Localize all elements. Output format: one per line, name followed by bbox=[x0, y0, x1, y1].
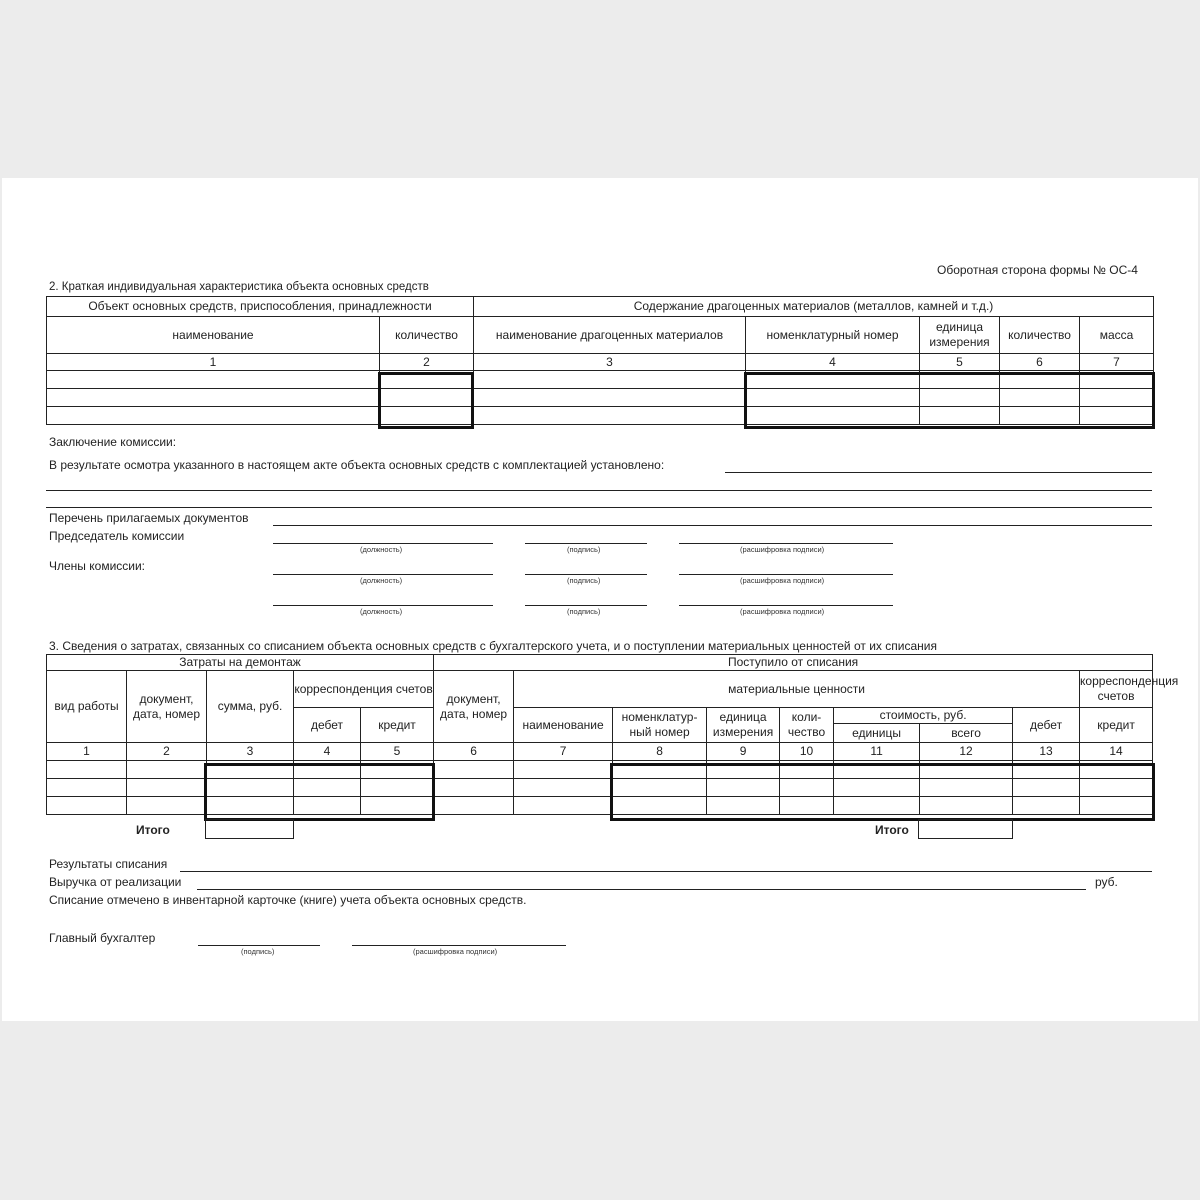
hint-signature: (подпись) bbox=[567, 545, 601, 554]
s3-cell[interactable] bbox=[361, 779, 434, 797]
s2-cell[interactable] bbox=[920, 371, 1000, 389]
s3-cell[interactable] bbox=[514, 761, 613, 779]
s3-col-cost-unit: единицы bbox=[834, 724, 920, 743]
s3-cell[interactable] bbox=[1013, 797, 1080, 815]
s2-cell[interactable] bbox=[380, 371, 474, 389]
s3-cell[interactable] bbox=[920, 779, 1013, 797]
s3-num: 2 bbox=[127, 743, 207, 761]
total-costs-cell[interactable] bbox=[205, 819, 294, 839]
s3-cell[interactable] bbox=[613, 761, 707, 779]
s3-col-doc: документ, дата, номер bbox=[127, 671, 207, 743]
s2-cell[interactable] bbox=[746, 389, 920, 407]
s3-cell[interactable] bbox=[707, 761, 780, 779]
s3-cell[interactable] bbox=[834, 797, 920, 815]
s3-col-qty: коли-чество bbox=[780, 708, 834, 743]
member2-decode-line[interactable] bbox=[679, 605, 893, 606]
section3-table bbox=[46, 654, 1179, 815]
s2-col-qty: количество bbox=[380, 317, 474, 354]
s2-col-nomen: номенклатурный номер bbox=[746, 317, 920, 354]
s3-col-nomen: номенклатур-ный номер bbox=[613, 708, 707, 743]
hint-position: (должность) bbox=[360, 545, 403, 554]
hint-decode: (расшифровка подписи) bbox=[740, 576, 825, 585]
s2-cell[interactable] bbox=[1000, 407, 1080, 425]
s3-col-name: наименование bbox=[514, 708, 613, 743]
s3-cell[interactable] bbox=[920, 797, 1013, 815]
s3-col-debit: дебет bbox=[294, 708, 361, 743]
s3-cell[interactable] bbox=[434, 797, 514, 815]
s3-group-costs: Затраты на демонтаж bbox=[47, 655, 434, 671]
s3-cell[interactable] bbox=[834, 761, 920, 779]
s2-num: 5 bbox=[920, 354, 1000, 371]
hint-position: (должность) bbox=[360, 607, 403, 616]
member2-position-line[interactable] bbox=[273, 605, 493, 606]
hint-position: (должность) bbox=[360, 576, 403, 585]
s3-col-unit: единица измерения bbox=[707, 708, 780, 743]
chief-decode-line[interactable] bbox=[352, 945, 566, 946]
s3-cell[interactable] bbox=[613, 779, 707, 797]
members-label: Члены комиссии: bbox=[49, 559, 146, 573]
docs-label: Перечень прилагаемых документов bbox=[49, 511, 249, 525]
s3-num: 9 bbox=[707, 743, 780, 761]
member1-signature-line[interactable] bbox=[525, 574, 647, 575]
result-line[interactable] bbox=[725, 472, 1152, 473]
s2-col-name: наименование bbox=[47, 317, 380, 354]
s3-cell[interactable] bbox=[613, 797, 707, 815]
section2-table bbox=[46, 296, 1154, 425]
member2-signature-line[interactable] bbox=[525, 605, 647, 606]
s2-cell[interactable] bbox=[746, 407, 920, 425]
member1-decode-line[interactable] bbox=[679, 574, 893, 575]
s2-num: 3 bbox=[474, 354, 746, 371]
s3-num: 1 bbox=[47, 743, 127, 761]
chairman-label: Председатель комиссии bbox=[49, 529, 185, 543]
s2-col-mass: масса bbox=[1080, 317, 1154, 354]
s3-col-work: вид работы bbox=[47, 671, 127, 743]
result-line-3[interactable] bbox=[46, 507, 1152, 508]
s3-cell[interactable] bbox=[207, 761, 294, 779]
s3-col-corr2: корреспонденция счетов bbox=[1080, 671, 1153, 708]
s3-cell[interactable] bbox=[1013, 761, 1080, 779]
s2-cell[interactable] bbox=[474, 389, 746, 407]
s3-num: 10 bbox=[780, 743, 834, 761]
member1-position-line[interactable] bbox=[273, 574, 493, 575]
s2-num: 2 bbox=[380, 354, 474, 371]
s3-cell[interactable] bbox=[207, 779, 294, 797]
s2-cell[interactable] bbox=[47, 407, 380, 425]
revenue-label: Выручка от реализации bbox=[49, 875, 182, 889]
s2-num: 4 bbox=[746, 354, 920, 371]
s3-col-sum: сумма, руб. bbox=[207, 671, 294, 743]
s2-cell[interactable] bbox=[474, 407, 746, 425]
s2-col-unit: единица измерения bbox=[920, 317, 1000, 354]
s3-num: 11 bbox=[834, 743, 920, 761]
s3-col-credit: кредит bbox=[361, 708, 434, 743]
s3-cell[interactable] bbox=[1013, 779, 1080, 797]
results-line[interactable] bbox=[180, 871, 1152, 872]
s3-cell[interactable] bbox=[294, 797, 361, 815]
s2-cell[interactable] bbox=[1080, 371, 1154, 389]
s3-cell[interactable] bbox=[47, 761, 127, 779]
s2-cell[interactable] bbox=[746, 371, 920, 389]
s3-cell[interactable] bbox=[294, 779, 361, 797]
docs-line[interactable] bbox=[273, 525, 1152, 526]
s3-col-cost: стоимость, руб. bbox=[834, 708, 1013, 724]
hint-signature: (подпись) bbox=[241, 947, 275, 956]
hint-decode: (расшифровка подписи) bbox=[413, 947, 498, 956]
s2-cell[interactable] bbox=[920, 407, 1000, 425]
hint-decode: (расшифровка подписи) bbox=[740, 545, 825, 554]
s2-cell[interactable] bbox=[380, 407, 474, 425]
s2-col-qty2: количество bbox=[1000, 317, 1080, 354]
s3-cell[interactable] bbox=[834, 779, 920, 797]
s3-col-corr: корреспонденция счетов bbox=[294, 671, 434, 708]
s3-num: 14 bbox=[1080, 743, 1153, 761]
s3-cell[interactable] bbox=[47, 797, 127, 815]
s3-num: 13 bbox=[1013, 743, 1080, 761]
s3-cell[interactable] bbox=[707, 779, 780, 797]
result-line-2[interactable] bbox=[46, 490, 1152, 491]
s3-cell[interactable] bbox=[780, 797, 834, 815]
s2-num: 1 bbox=[47, 354, 380, 371]
s2-cell[interactable] bbox=[920, 389, 1000, 407]
s3-num: 12 bbox=[920, 743, 1013, 761]
s3-cell[interactable] bbox=[920, 761, 1013, 779]
hint-decode: (расшифровка подписи) bbox=[740, 607, 825, 616]
chairman-signature-line[interactable] bbox=[525, 543, 647, 544]
s2-cell[interactable] bbox=[380, 389, 474, 407]
s3-num: 5 bbox=[361, 743, 434, 761]
s3-col-doc2: документ, дата, номер bbox=[434, 671, 514, 743]
s3-group-received: Поступило от списания bbox=[434, 655, 1153, 671]
s3-col-material: материальные ценности bbox=[514, 671, 1080, 708]
section2-title: 2. Краткая индивидуальная характеристика объекта основных средств bbox=[49, 281, 429, 293]
form-header: Оборотная сторона формы № ОС-4 bbox=[937, 263, 1138, 277]
s3-num: 4 bbox=[294, 743, 361, 761]
s2-col-precious-name: наименование драгоценных материалов bbox=[474, 317, 746, 354]
s3-cell[interactable] bbox=[361, 761, 434, 779]
s2-cell[interactable] bbox=[1000, 371, 1080, 389]
s3-cell[interactable] bbox=[127, 779, 207, 797]
s3-num: 7 bbox=[514, 743, 613, 761]
s3-cell[interactable] bbox=[47, 779, 127, 797]
chief-signature-line[interactable] bbox=[198, 945, 320, 946]
s2-cell[interactable] bbox=[1080, 407, 1154, 425]
s3-num: 6 bbox=[434, 743, 514, 761]
s3-num: 3 bbox=[207, 743, 294, 761]
writeoff-note: Списание отмечено в инвентарной карточке (книге) учета объекта основных средств. bbox=[49, 893, 527, 907]
hint-signature: (подпись) bbox=[567, 607, 601, 616]
conclusion-label: Заключение комиссии: bbox=[49, 435, 177, 449]
revenue-line[interactable] bbox=[197, 889, 1086, 890]
s3-col-cost-total: всего bbox=[920, 724, 1013, 743]
s3-cell[interactable] bbox=[127, 797, 207, 815]
rub-label: руб. bbox=[1095, 875, 1118, 889]
total-label-received: Итого bbox=[875, 823, 909, 837]
chief-accountant-label: Главный бухгалтер bbox=[49, 931, 156, 945]
s2-cell[interactable] bbox=[47, 371, 380, 389]
s2-group-right: Содержание драгоценных материалов (металлов, камней и т.д.) bbox=[474, 297, 1154, 317]
s3-cell[interactable] bbox=[361, 797, 434, 815]
s3-cell[interactable] bbox=[1080, 797, 1153, 815]
total-received-cell[interactable] bbox=[918, 819, 1013, 839]
s2-cell[interactable] bbox=[1080, 389, 1154, 407]
s3-cell[interactable] bbox=[780, 761, 834, 779]
s3-col-debit2: дебет bbox=[1013, 708, 1080, 743]
hint-signature: (подпись) bbox=[567, 576, 601, 585]
s3-cell[interactable] bbox=[127, 761, 207, 779]
s3-cell[interactable] bbox=[294, 761, 361, 779]
s3-cell[interactable] bbox=[780, 779, 834, 797]
s3-cell[interactable] bbox=[514, 779, 613, 797]
s2-cell[interactable] bbox=[474, 371, 746, 389]
chairman-position-line[interactable] bbox=[273, 543, 493, 544]
s3-cell[interactable] bbox=[207, 797, 294, 815]
s3-cell[interactable] bbox=[1080, 779, 1153, 797]
s3-num: 8 bbox=[613, 743, 707, 761]
result-text: В результате осмотра указанного в настоящем акте объекта основных средств с комплектацией установлено: bbox=[49, 458, 665, 472]
section3-title: 3. Сведения о затратах, связанных со списанием объекта основных средств с бухгалтерского учета, и о поступлении материальных ценностей от их списания bbox=[49, 639, 937, 653]
s3-cell[interactable] bbox=[1080, 761, 1153, 779]
s2-num: 6 bbox=[1000, 354, 1080, 371]
chairman-decode-line[interactable] bbox=[679, 543, 893, 544]
s3-cell[interactable] bbox=[514, 797, 613, 815]
s2-cell[interactable] bbox=[1000, 389, 1080, 407]
s2-num: 7 bbox=[1080, 354, 1154, 371]
s3-cell[interactable] bbox=[434, 779, 514, 797]
s3-cell[interactable] bbox=[434, 761, 514, 779]
s2-group-left: Объект основных средств, приспособления, принадлежности bbox=[47, 297, 474, 317]
s3-cell[interactable] bbox=[707, 797, 780, 815]
total-label-costs: Итого bbox=[136, 823, 170, 837]
s2-cell[interactable] bbox=[47, 389, 380, 407]
results-label: Результаты списания bbox=[49, 857, 168, 871]
s3-col-credit2: кредит bbox=[1080, 708, 1153, 743]
